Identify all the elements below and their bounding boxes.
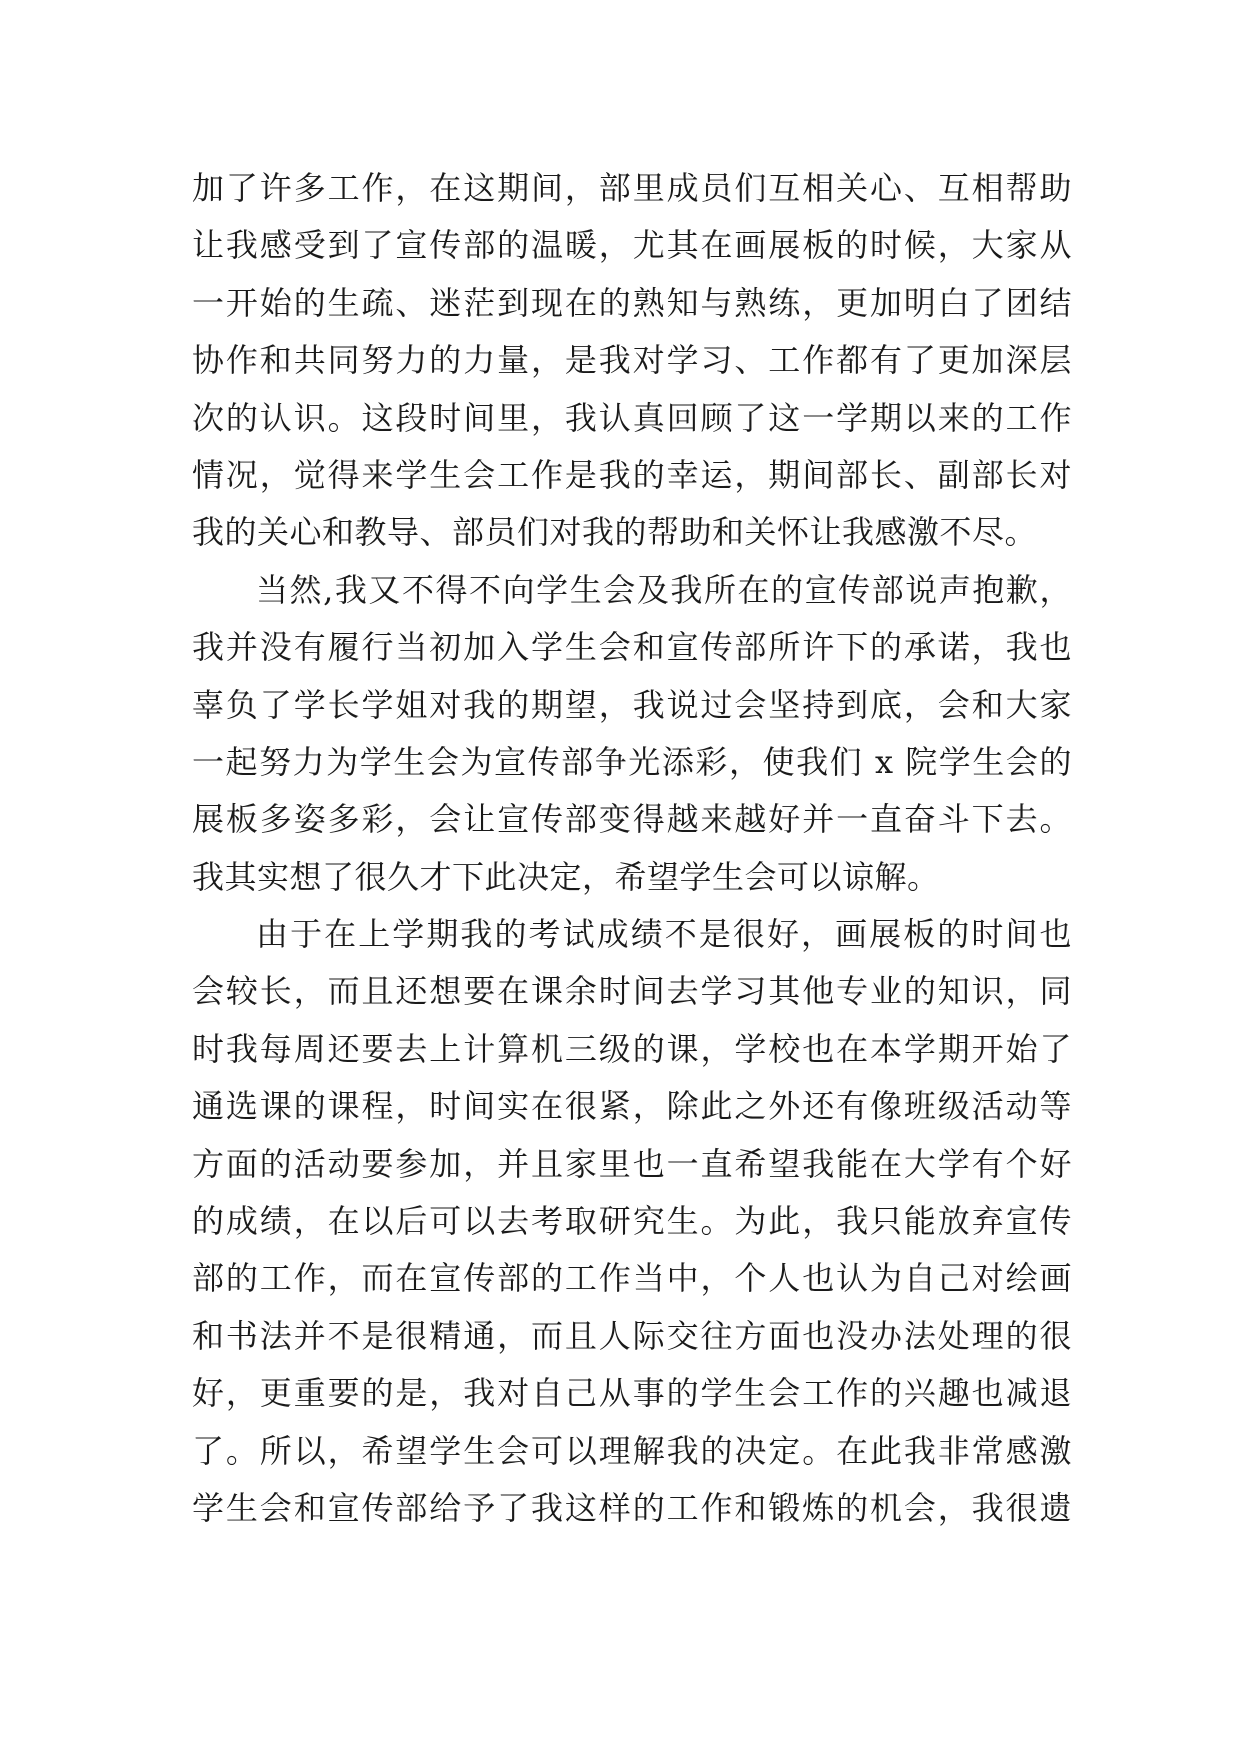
text-line: 一起努力为学生会为宣传部争光添彩，使我们 x 院学生会的	[192, 742, 1072, 781]
text-line: 我的关心和教导、部员们对我的帮助和关怀让我感激不尽。	[192, 513, 1038, 552]
text-line: 让我感受到了宣传部的温暖，尤其在画展板的时候，大家从	[192, 226, 1072, 265]
text-line: 的成绩，在以后可以去考取研究生。为此，我只能放弃宣传	[192, 1202, 1072, 1241]
text-line: 会较长，而且还想要在课余时间去学习其他专业的知识，同	[192, 972, 1072, 1011]
text-line: 协作和共同努力的力量，是我对学习、工作都有了更加深层	[192, 341, 1072, 380]
text-line: 情况，觉得来学生会工作是我的幸运，期间部长、副部长对	[192, 455, 1072, 494]
text-line: 由于在上学期我的考试成绩不是很好，画展板的时间也	[256, 915, 1072, 954]
text-line: 学生会和宣传部给予了我这样的工作和锻炼的机会，我很遗	[192, 1488, 1072, 1527]
text-line: 一开始的生疏、迷茫到现在的熟知与熟练，更加明白了团结	[192, 283, 1072, 322]
text-line: 时我每周还要去上计算机三级的课，学校也在本学期开始了	[192, 1029, 1072, 1068]
text-line: 次的认识。这段时间里，我认真回顾了这一学期以来的工作	[192, 398, 1072, 437]
text-line: 我并没有履行当初加入学生会和宣传部所许下的承诺，我也	[192, 628, 1072, 667]
text-line: 加了许多工作，在这期间，部里成员们互相关心、互相帮助	[192, 169, 1072, 207]
body-text	[192, 160, 1072, 1537]
text-line: 辜负了学长学姐对我的期望，我说过会坚持到底，会和大家	[192, 685, 1072, 724]
text-line: 了。所以，希望学生会可以理解我的决定。在此我非常感激	[192, 1431, 1072, 1470]
text-line: 好，更重要的是，我对自己从事的学生会工作的兴趣也减退	[192, 1374, 1072, 1413]
text-line: 方面的活动要参加，并且家里也一直希望我能在大学有个好	[192, 1144, 1072, 1183]
text-line: 展板多姿多彩，会让宣传部变得越来越好并一直奋斗下去。	[192, 800, 1072, 839]
text-line: 和书法并不是很精通，而且人际交往方面也没办法处理的很	[192, 1316, 1072, 1355]
text-line: 当然,我又不得不向学生会及我所在的宣传部说声抱歉，	[256, 570, 1072, 609]
text-line: 部的工作，而在宣传部的工作当中，个人也认为自己对绘画	[192, 1259, 1072, 1298]
text-line: 通选课的课程，时间实在很紧，除此之外还有像班级活动等	[192, 1087, 1072, 1126]
text-line: 我其实想了很久才下此决定，希望学生会可以谅解。	[192, 857, 940, 896]
